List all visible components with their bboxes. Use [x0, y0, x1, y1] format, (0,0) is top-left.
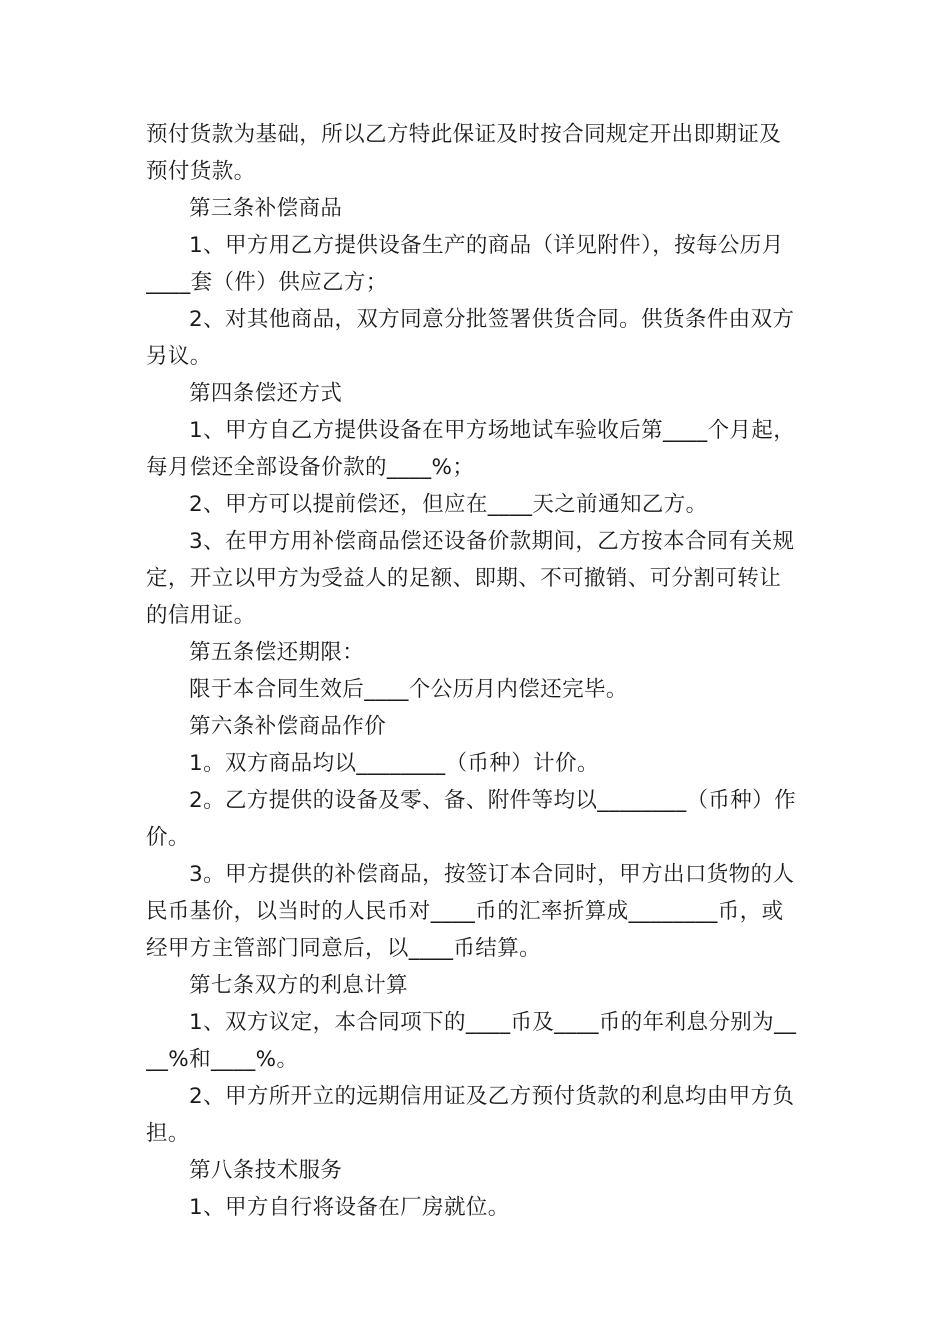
document-line: 2、对其他商品，双方同意分批签署供货合同。供货条件由双方	[189, 307, 795, 332]
document-line: 担。	[146, 1121, 190, 1146]
document-line: 2、甲方所开立的远期信用证及乙方预付货款的利息均由甲方负	[189, 1084, 795, 1109]
document-body	[146, 116, 808, 1226]
document-line: __%和____%。	[146, 1047, 299, 1072]
document-line: 的信用证。	[146, 603, 256, 628]
document-line: 1、甲方自乙方提供设备在甲方场地试车验收后第____个月起，	[189, 418, 796, 443]
document-line: 3。甲方提供的补偿商品，按签订本合同时，甲方出口货物的人	[189, 862, 795, 887]
document-page	[146, 116, 808, 1226]
document-line: 第八条技术服务	[189, 1158, 343, 1183]
document-line: 2。乙方提供的设备及零、备、附件等均以________（币种）作	[189, 788, 796, 813]
document-line: 价。	[146, 825, 190, 850]
document-line: 2、甲方可以提前偿还，但应在____天之前通知乙方。	[189, 492, 708, 517]
document-line: 预付货款。	[146, 159, 256, 184]
document-line: 每月偿还全部设备价款的____%；	[146, 455, 475, 480]
document-line: 第七条双方的利息计算	[189, 973, 409, 998]
document-line: 经甲方主管部门同意后，以____币结算。	[146, 936, 542, 961]
document-line: 1、双方议定，本合同项下的____币及____币的年利息分别为__	[189, 1010, 797, 1035]
document-line: 第五条偿还期限：	[189, 640, 365, 665]
document-line: 第三条补偿商品	[189, 196, 343, 221]
document-line: 限于本合同生效后____个公历月内偿还完毕。	[189, 677, 628, 702]
document-line: 1、甲方用乙方提供设备生产的商品（详见附件），按每公历月	[189, 233, 784, 258]
document-line: 第六条补偿商品作价	[189, 714, 387, 739]
document-line: 第四条偿还方式	[189, 381, 343, 406]
document-line: 1、甲方自行将设备在厂房就位。	[189, 1195, 510, 1220]
document-line: ____套（件）供应乙方；	[146, 270, 388, 295]
document-line: 1。双方商品均以________（币种）计价。	[189, 751, 599, 776]
document-line: 另议。	[146, 344, 212, 369]
document-line: 民币基价，以当时的人民币对____币的汇率折算成________币，或	[146, 899, 784, 924]
document-line: 预付货款为基础，所以乙方特此保证及时按合同规定开出即期证及	[146, 122, 782, 147]
document-line: 3、在甲方用补偿商品偿还设备价款期间，乙方按本合同有关规	[189, 529, 795, 554]
document-line: 定，开立以甲方为受益人的足额、即期、不可撤销、可分割可转让	[146, 566, 782, 591]
